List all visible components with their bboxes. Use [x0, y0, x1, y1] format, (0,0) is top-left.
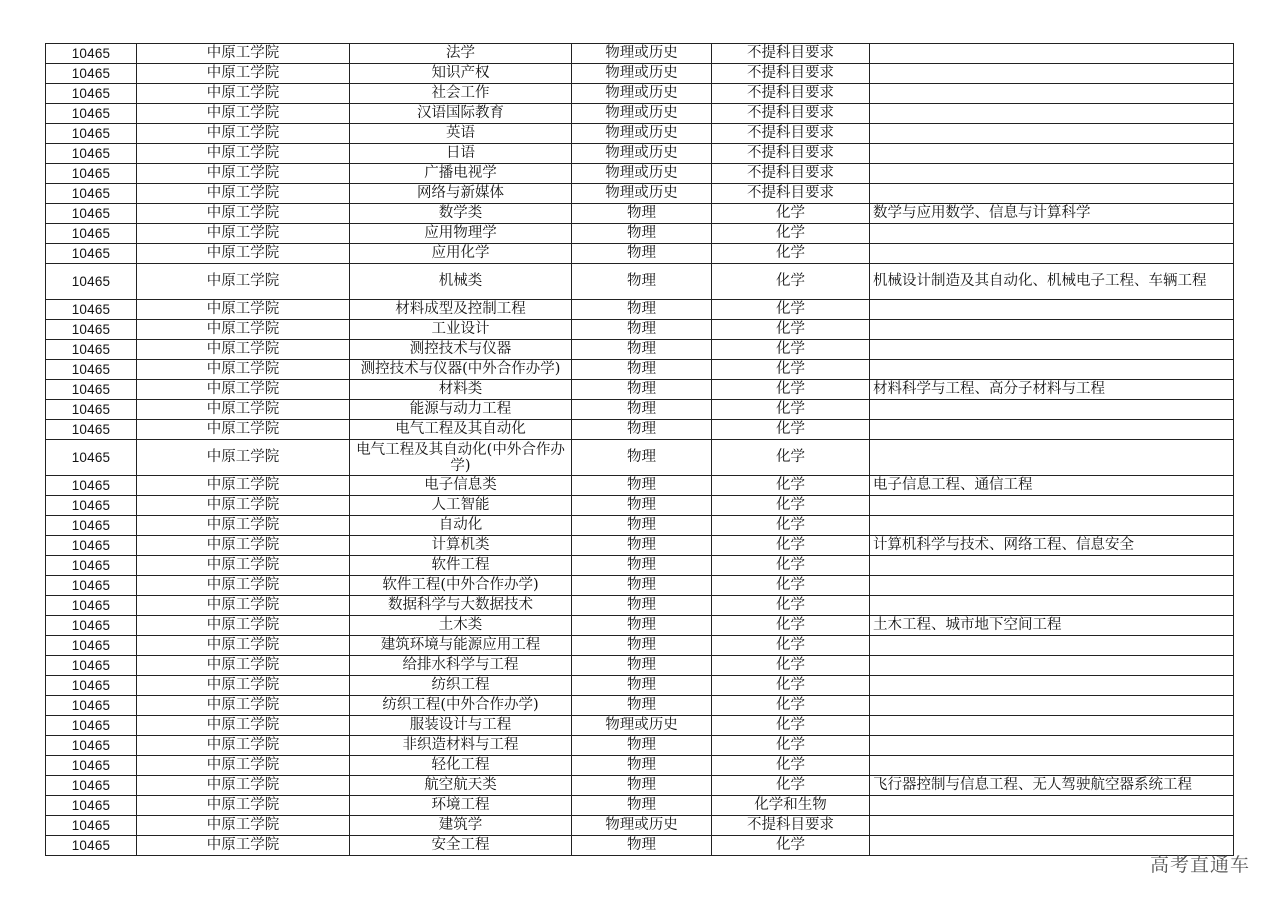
cell-first-subject: 物理: [572, 676, 712, 696]
cell-included-majors: [870, 224, 1234, 244]
cell-second-subject: 化学: [712, 776, 870, 796]
cell-second-subject: 化学: [712, 476, 870, 496]
cell-major-name: 法学: [350, 44, 572, 64]
table-row: [46, 656, 1234, 676]
cell-included-majors: [870, 796, 1234, 816]
cell-included-majors: [870, 144, 1234, 164]
table-row: [46, 340, 1234, 360]
cell-second-subject: 不提科目要求: [712, 44, 870, 64]
cell-major-name: 网络与新媒体: [350, 184, 572, 204]
cell-included-majors: [870, 400, 1234, 420]
cell-included-majors: 数学与应用数学、信息与计算科学: [870, 204, 1234, 224]
cell-second-subject: 化学: [712, 696, 870, 716]
cell-school-name: 中原工学院: [137, 104, 350, 124]
cell-school-name: 中原工学院: [137, 184, 350, 204]
cell-major-name: 建筑学: [350, 816, 572, 836]
cell-school-code: 10465: [46, 776, 137, 796]
cell-school-name: 中原工学院: [137, 144, 350, 164]
table-row: [46, 380, 1234, 400]
cell-second-subject: 化学: [712, 556, 870, 576]
cell-second-subject: 化学: [712, 400, 870, 420]
table-row: [46, 184, 1234, 204]
cell-included-majors: [870, 104, 1234, 124]
cell-school-code: 10465: [46, 440, 137, 476]
cell-major-name: 建筑环境与能源应用工程: [350, 636, 572, 656]
cell-second-subject: 不提科目要求: [712, 84, 870, 104]
requirements-table-container: [45, 43, 1233, 856]
cell-first-subject: 物理或历史: [572, 144, 712, 164]
cell-included-majors: [870, 676, 1234, 696]
cell-included-majors: [870, 816, 1234, 836]
cell-first-subject: 物理: [572, 696, 712, 716]
cell-second-subject: 不提科目要求: [712, 184, 870, 204]
cell-included-majors: [870, 576, 1234, 596]
cell-major-name: 安全工程: [350, 836, 572, 856]
cell-first-subject: 物理或历史: [572, 716, 712, 736]
cell-included-majors: [870, 636, 1234, 656]
cell-major-name: 汉语国际教育: [350, 104, 572, 124]
cell-included-majors: 电子信息工程、通信工程: [870, 476, 1234, 496]
table-row: [46, 576, 1234, 596]
cell-first-subject: 物理: [572, 244, 712, 264]
cell-first-subject: 物理: [572, 836, 712, 856]
cell-included-majors: 机械设计制造及其自动化、机械电子工程、车辆工程: [870, 264, 1234, 300]
cell-second-subject: 化学: [712, 264, 870, 300]
cell-major-name: 英语: [350, 124, 572, 144]
cell-school-name: 中原工学院: [137, 340, 350, 360]
table-row: [46, 300, 1234, 320]
cell-second-subject: 化学: [712, 496, 870, 516]
cell-school-code: 10465: [46, 756, 137, 776]
cell-school-name: 中原工学院: [137, 736, 350, 756]
cell-school-code: 10465: [46, 556, 137, 576]
cell-school-code: 10465: [46, 204, 137, 224]
cell-major-name: 给排水科学与工程: [350, 656, 572, 676]
cell-major-name: 非织造材料与工程: [350, 736, 572, 756]
cell-school-name: 中原工学院: [137, 300, 350, 320]
cell-first-subject: 物理或历史: [572, 44, 712, 64]
cell-major-name: 自动化: [350, 516, 572, 536]
cell-school-code: 10465: [46, 300, 137, 320]
cell-included-majors: [870, 656, 1234, 676]
cell-first-subject: 物理或历史: [572, 164, 712, 184]
table-row: [46, 636, 1234, 656]
cell-school-code: 10465: [46, 516, 137, 536]
cell-school-name: 中原工学院: [137, 244, 350, 264]
cell-major-name: 电子信息类: [350, 476, 572, 496]
cell-school-name: 中原工学院: [137, 636, 350, 656]
table-row: [46, 264, 1234, 300]
cell-included-majors: [870, 596, 1234, 616]
table-row: [46, 696, 1234, 716]
table-row: [46, 816, 1234, 836]
cell-school-code: 10465: [46, 656, 137, 676]
cell-second-subject: 化学: [712, 300, 870, 320]
cell-second-subject: 不提科目要求: [712, 816, 870, 836]
table-row: [46, 536, 1234, 556]
cell-second-subject: 化学: [712, 360, 870, 380]
cell-school-name: 中原工学院: [137, 476, 350, 496]
cell-major-name: 测控技术与仪器(中外合作办学): [350, 360, 572, 380]
cell-second-subject: 化学: [712, 636, 870, 656]
cell-school-code: 10465: [46, 340, 137, 360]
cell-school-name: 中原工学院: [137, 556, 350, 576]
cell-school-name: 中原工学院: [137, 84, 350, 104]
table-row: [46, 676, 1234, 696]
cell-major-name: 日语: [350, 144, 572, 164]
table-row: [46, 596, 1234, 616]
cell-included-majors: [870, 756, 1234, 776]
cell-school-name: 中原工学院: [137, 224, 350, 244]
cell-school-name: 中原工学院: [137, 756, 350, 776]
cell-school-name: 中原工学院: [137, 400, 350, 420]
cell-first-subject: 物理: [572, 736, 712, 756]
cell-school-name: 中原工学院: [137, 164, 350, 184]
table-row: [46, 320, 1234, 340]
cell-school-code: 10465: [46, 536, 137, 556]
cell-school-name: 中原工学院: [137, 716, 350, 736]
cell-second-subject: 化学: [712, 224, 870, 244]
cell-first-subject: 物理: [572, 496, 712, 516]
cell-included-majors: [870, 736, 1234, 756]
cell-major-name: 社会工作: [350, 84, 572, 104]
cell-second-subject: 化学: [712, 716, 870, 736]
cell-included-majors: [870, 360, 1234, 380]
cell-school-code: 10465: [46, 400, 137, 420]
cell-second-subject: 不提科目要求: [712, 164, 870, 184]
cell-school-code: 10465: [46, 596, 137, 616]
cell-school-code: 10465: [46, 616, 137, 636]
cell-first-subject: 物理: [572, 796, 712, 816]
cell-school-code: 10465: [46, 716, 137, 736]
cell-school-code: 10465: [46, 696, 137, 716]
cell-included-majors: [870, 340, 1234, 360]
cell-school-name: 中原工学院: [137, 696, 350, 716]
cell-school-code: 10465: [46, 44, 137, 64]
cell-first-subject: 物理或历史: [572, 84, 712, 104]
cell-first-subject: 物理: [572, 400, 712, 420]
cell-first-subject: 物理: [572, 380, 712, 400]
cell-school-name: 中原工学院: [137, 440, 350, 476]
cell-second-subject: 化学: [712, 244, 870, 264]
cell-included-majors: [870, 64, 1234, 84]
table-row: [46, 476, 1234, 496]
cell-major-name: 测控技术与仪器: [350, 340, 572, 360]
cell-school-name: 中原工学院: [137, 204, 350, 224]
table-row: [46, 144, 1234, 164]
cell-second-subject: 不提科目要求: [712, 124, 870, 144]
cell-included-majors: [870, 184, 1234, 204]
cell-second-subject: 化学: [712, 616, 870, 636]
table-row: [46, 736, 1234, 756]
cell-major-name: 机械类: [350, 264, 572, 300]
cell-first-subject: 物理: [572, 756, 712, 776]
cell-major-name: 应用化学: [350, 244, 572, 264]
cell-second-subject: 化学: [712, 420, 870, 440]
cell-second-subject: 化学: [712, 440, 870, 476]
table-row: [46, 204, 1234, 224]
cell-first-subject: 物理或历史: [572, 816, 712, 836]
cell-included-majors: [870, 696, 1234, 716]
cell-major-name: 数学类: [350, 204, 572, 224]
cell-included-majors: [870, 516, 1234, 536]
cell-school-code: 10465: [46, 144, 137, 164]
cell-first-subject: 物理: [572, 476, 712, 496]
table-row: [46, 104, 1234, 124]
cell-school-code: 10465: [46, 636, 137, 656]
cell-school-code: 10465: [46, 736, 137, 756]
cell-school-code: 10465: [46, 836, 137, 856]
cell-school-name: 中原工学院: [137, 816, 350, 836]
cell-school-name: 中原工学院: [137, 124, 350, 144]
cell-school-code: 10465: [46, 224, 137, 244]
cell-second-subject: 不提科目要求: [712, 144, 870, 164]
cell-school-name: 中原工学院: [137, 776, 350, 796]
cell-major-name: 软件工程: [350, 556, 572, 576]
cell-first-subject: 物理: [572, 516, 712, 536]
table-row: [46, 360, 1234, 380]
cell-included-majors: [870, 440, 1234, 476]
table-row: [46, 556, 1234, 576]
cell-second-subject: 化学: [712, 536, 870, 556]
cell-major-name: 纺织工程: [350, 676, 572, 696]
cell-included-majors: [870, 716, 1234, 736]
cell-included-majors: [870, 496, 1234, 516]
cell-major-name: 人工智能: [350, 496, 572, 516]
cell-included-majors: [870, 556, 1234, 576]
cell-school-name: 中原工学院: [137, 836, 350, 856]
cell-major-name: 知识产权: [350, 64, 572, 84]
cell-school-name: 中原工学院: [137, 516, 350, 536]
cell-first-subject: 物理: [572, 596, 712, 616]
cell-first-subject: 物理: [572, 656, 712, 676]
cell-second-subject: 化学: [712, 736, 870, 756]
cell-first-subject: 物理: [572, 340, 712, 360]
cell-school-name: 中原工学院: [137, 656, 350, 676]
cell-major-name: 航空航天类: [350, 776, 572, 796]
cell-school-name: 中原工学院: [137, 576, 350, 596]
table-row: [46, 244, 1234, 264]
cell-included-majors: 飞行器控制与信息工程、无人驾驶航空器系统工程: [870, 776, 1234, 796]
cell-first-subject: 物理: [572, 776, 712, 796]
cell-major-name: 电气工程及其自动化(中外合作办学): [350, 440, 572, 476]
cell-school-name: 中原工学院: [137, 360, 350, 380]
cell-major-name: 纺织工程(中外合作办学): [350, 696, 572, 716]
cell-first-subject: 物理: [572, 440, 712, 476]
cell-second-subject: 化学: [712, 204, 870, 224]
cell-included-majors: [870, 320, 1234, 340]
cell-second-subject: 化学: [712, 380, 870, 400]
cell-first-subject: 物理: [572, 264, 712, 300]
cell-major-name: 广播电视学: [350, 164, 572, 184]
cell-school-code: 10465: [46, 576, 137, 596]
table-row: [46, 400, 1234, 420]
cell-major-name: 计算机类: [350, 536, 572, 556]
cell-school-code: 10465: [46, 816, 137, 836]
cell-school-name: 中原工学院: [137, 44, 350, 64]
cell-included-majors: [870, 420, 1234, 440]
cell-school-name: 中原工学院: [137, 496, 350, 516]
cell-first-subject: 物理或历史: [572, 124, 712, 144]
cell-first-subject: 物理或历史: [572, 184, 712, 204]
cell-included-majors: [870, 84, 1234, 104]
cell-school-code: 10465: [46, 164, 137, 184]
cell-major-name: 服装设计与工程: [350, 716, 572, 736]
cell-second-subject: 化学: [712, 516, 870, 536]
table-row: [46, 516, 1234, 536]
cell-first-subject: 物理: [572, 320, 712, 340]
cell-major-name: 工业设计: [350, 320, 572, 340]
table-row: [46, 124, 1234, 144]
cell-school-code: 10465: [46, 476, 137, 496]
cell-second-subject: 化学: [712, 836, 870, 856]
table-row: [46, 796, 1234, 816]
cell-major-name: 应用物理学: [350, 224, 572, 244]
table-row: [46, 164, 1234, 184]
cell-school-code: 10465: [46, 84, 137, 104]
cell-school-name: 中原工学院: [137, 536, 350, 556]
cell-school-code: 10465: [46, 264, 137, 300]
cell-included-majors: 土木工程、城市地下空间工程: [870, 616, 1234, 636]
cell-major-name: 能源与动力工程: [350, 400, 572, 420]
cell-school-name: 中原工学院: [137, 64, 350, 84]
cell-major-name: 轻化工程: [350, 756, 572, 776]
cell-included-majors: [870, 164, 1234, 184]
cell-included-majors: [870, 300, 1234, 320]
cell-school-code: 10465: [46, 244, 137, 264]
table-row: [46, 420, 1234, 440]
cell-second-subject: 不提科目要求: [712, 64, 870, 84]
cell-included-majors: [870, 124, 1234, 144]
cell-first-subject: 物理: [572, 536, 712, 556]
cell-major-name: 材料成型及控制工程: [350, 300, 572, 320]
cell-first-subject: 物理: [572, 616, 712, 636]
cell-second-subject: 化学: [712, 596, 870, 616]
table-row: [46, 836, 1234, 856]
cell-major-name: 土木类: [350, 616, 572, 636]
table-row: [46, 224, 1234, 244]
watermark-text: 高考直通车: [1149, 854, 1250, 876]
cell-second-subject: 化学: [712, 756, 870, 776]
cell-school-code: 10465: [46, 124, 137, 144]
cell-first-subject: 物理: [572, 576, 712, 596]
table-row: [46, 756, 1234, 776]
cell-school-name: 中原工学院: [137, 596, 350, 616]
cell-second-subject: 化学: [712, 676, 870, 696]
table-row: [46, 440, 1234, 476]
table-row: [46, 84, 1234, 104]
cell-first-subject: 物理: [572, 204, 712, 224]
cell-first-subject: 物理或历史: [572, 104, 712, 124]
cell-school-code: 10465: [46, 360, 137, 380]
cell-second-subject: 化学: [712, 656, 870, 676]
cell-school-name: 中原工学院: [137, 616, 350, 636]
cell-second-subject: 化学和生物: [712, 796, 870, 816]
cell-first-subject: 物理: [572, 224, 712, 244]
table-row: [46, 496, 1234, 516]
cell-included-majors: 材料科学与工程、高分子材料与工程: [870, 380, 1234, 400]
cell-school-code: 10465: [46, 320, 137, 340]
cell-included-majors: [870, 244, 1234, 264]
cell-included-majors: 计算机科学与技术、网络工程、信息安全: [870, 536, 1234, 556]
subject-requirements-table: [45, 43, 1234, 856]
table-body: [46, 44, 1234, 856]
cell-school-code: 10465: [46, 184, 137, 204]
cell-school-code: 10465: [46, 380, 137, 400]
cell-first-subject: 物理: [572, 360, 712, 380]
cell-first-subject: 物理: [572, 636, 712, 656]
cell-school-code: 10465: [46, 496, 137, 516]
cell-school-code: 10465: [46, 420, 137, 440]
cell-major-name: 环境工程: [350, 796, 572, 816]
cell-major-name: 软件工程(中外合作办学): [350, 576, 572, 596]
cell-school-code: 10465: [46, 676, 137, 696]
cell-major-name: 数据科学与大数据技术: [350, 596, 572, 616]
table-row: [46, 64, 1234, 84]
cell-second-subject: 化学: [712, 320, 870, 340]
cell-school-name: 中原工学院: [137, 264, 350, 300]
cell-school-name: 中原工学院: [137, 320, 350, 340]
table-row: [46, 44, 1234, 64]
cell-second-subject: 不提科目要求: [712, 104, 870, 124]
cell-school-name: 中原工学院: [137, 796, 350, 816]
cell-first-subject: 物理: [572, 556, 712, 576]
cell-school-name: 中原工学院: [137, 420, 350, 440]
table-row: [46, 616, 1234, 636]
cell-major-name: 材料类: [350, 380, 572, 400]
cell-second-subject: 化学: [712, 576, 870, 596]
cell-school-name: 中原工学院: [137, 380, 350, 400]
cell-major-name: 电气工程及其自动化: [350, 420, 572, 440]
cell-school-code: 10465: [46, 64, 137, 84]
cell-school-name: 中原工学院: [137, 676, 350, 696]
cell-first-subject: 物理: [572, 420, 712, 440]
cell-school-code: 10465: [46, 104, 137, 124]
cell-included-majors: [870, 44, 1234, 64]
cell-school-code: 10465: [46, 796, 137, 816]
cell-first-subject: 物理或历史: [572, 64, 712, 84]
cell-first-subject: 物理: [572, 300, 712, 320]
cell-second-subject: 化学: [712, 340, 870, 360]
table-row: [46, 776, 1234, 796]
table-row: [46, 716, 1234, 736]
